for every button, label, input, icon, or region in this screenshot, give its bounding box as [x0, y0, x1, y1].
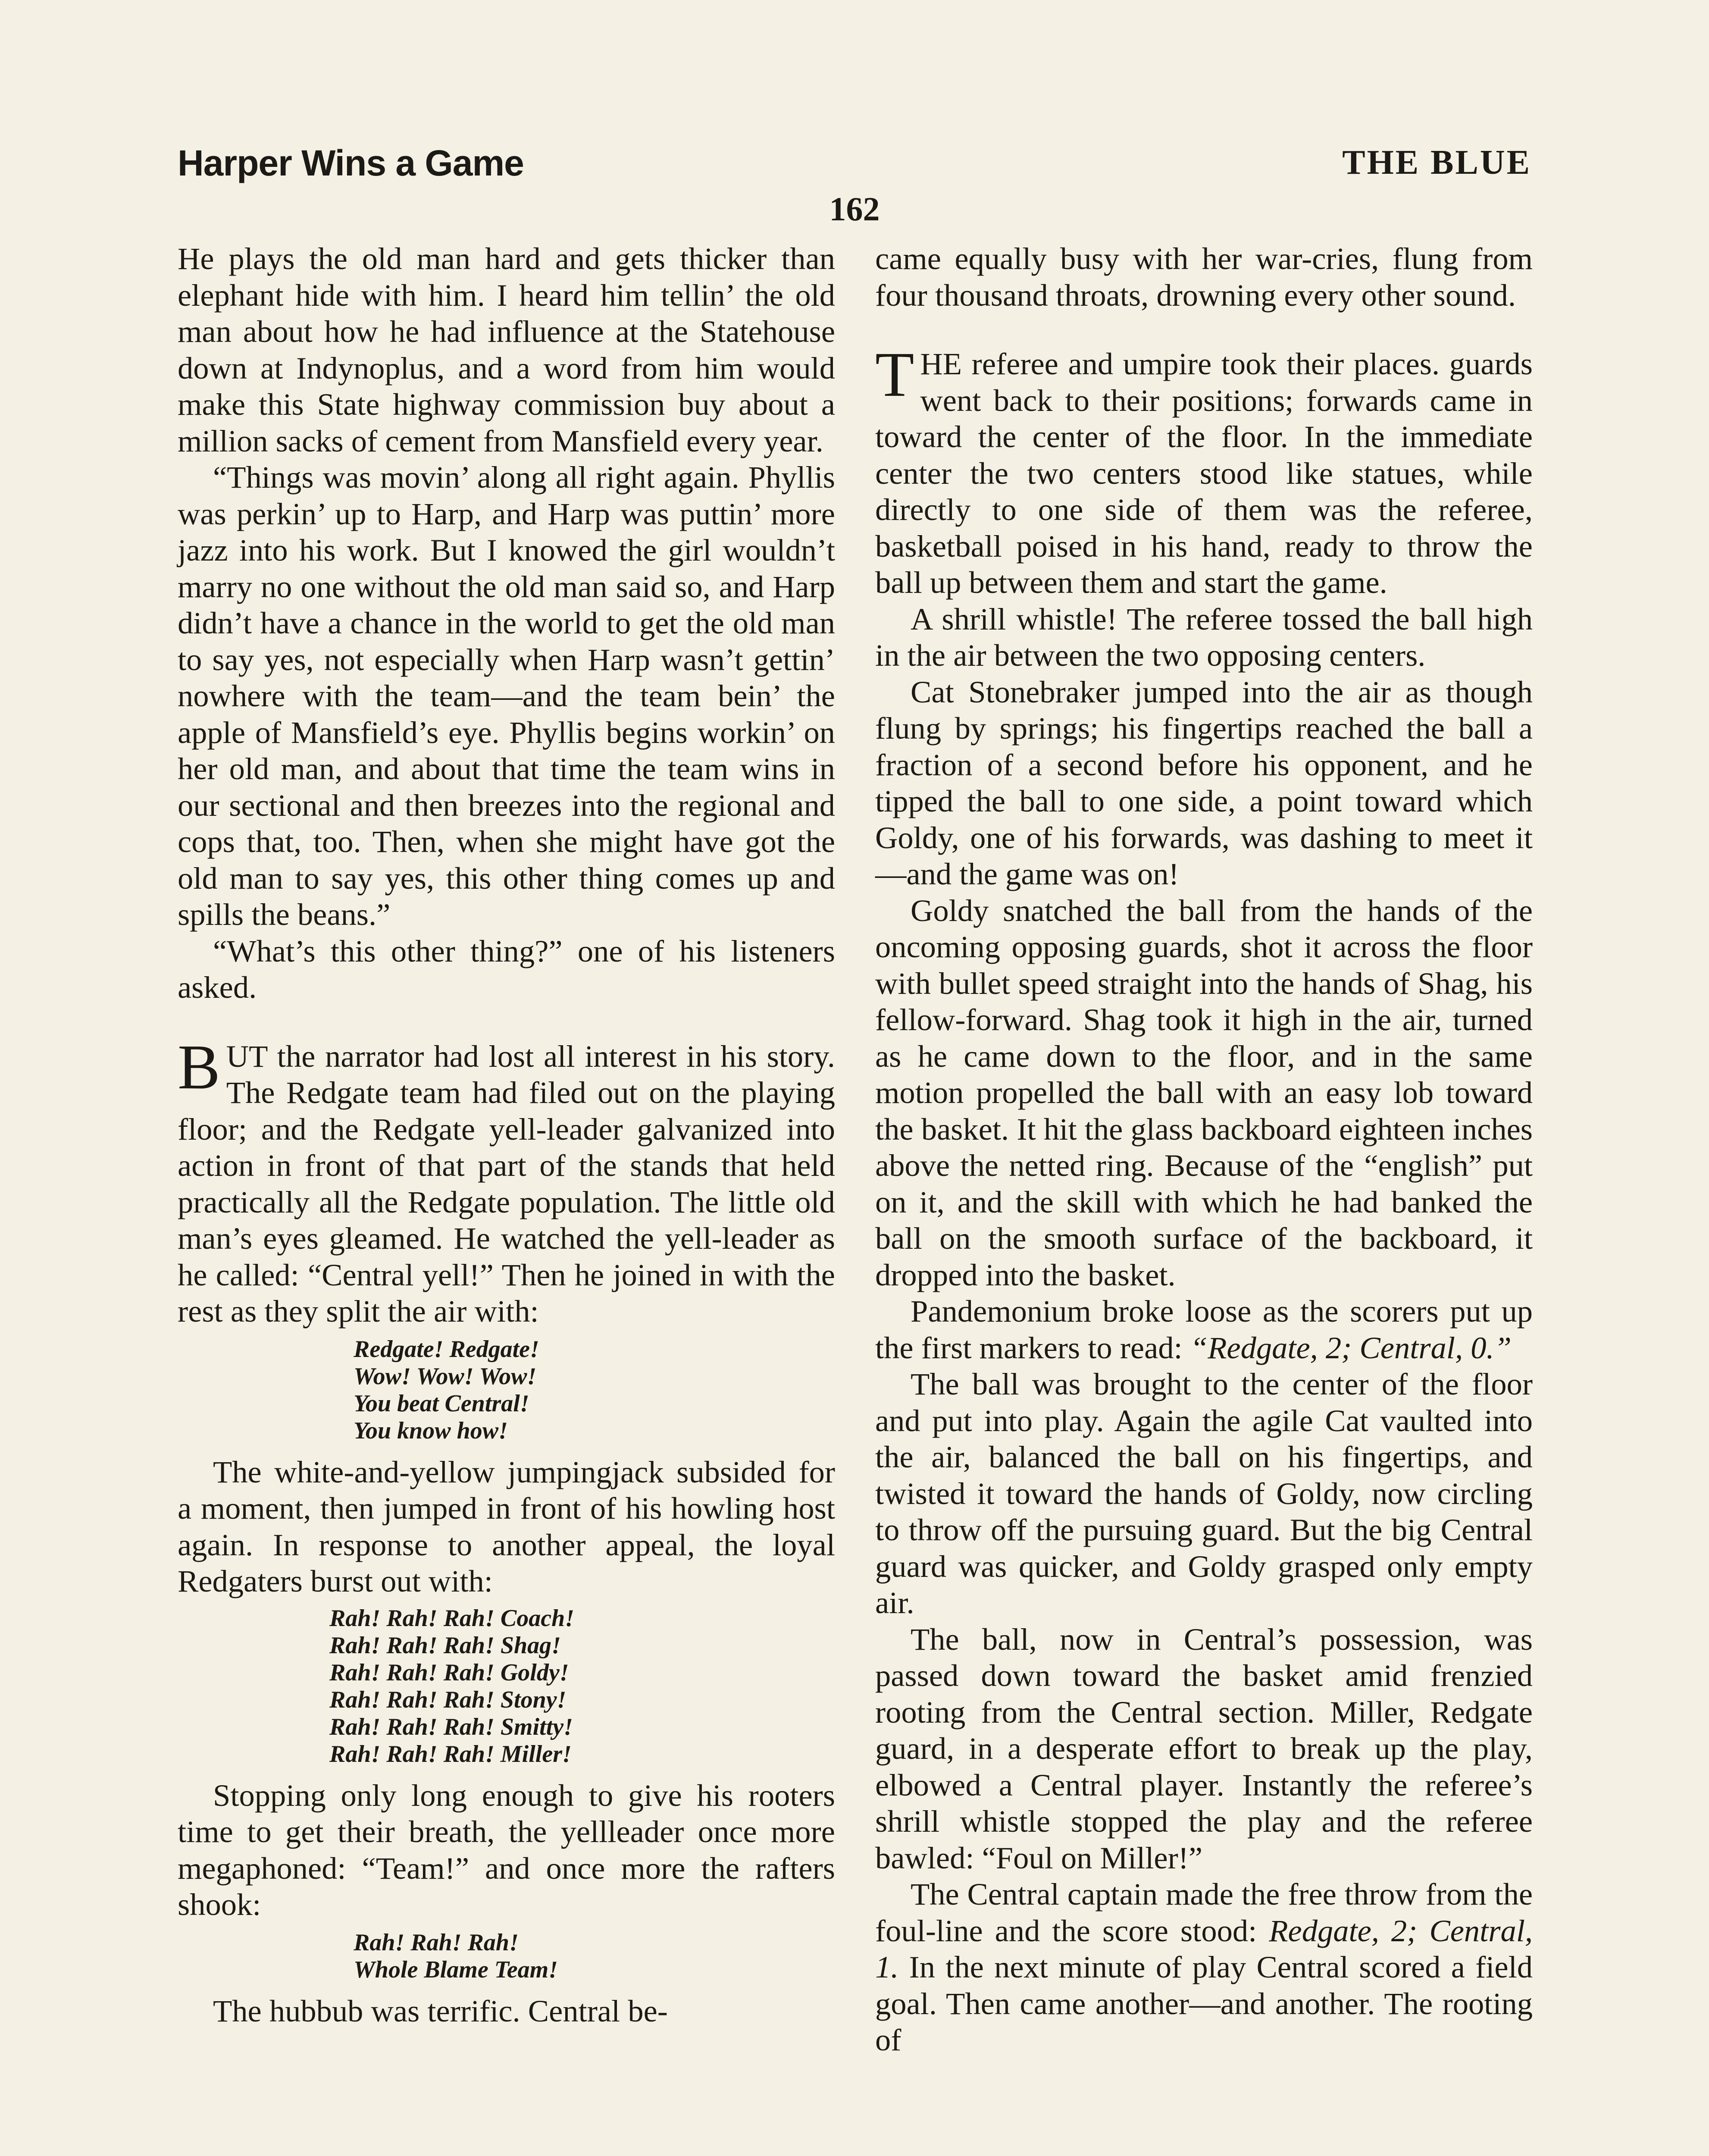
yell-line: Rah! Rah! Rah! Coach! [329, 1604, 575, 1632]
paragraph [875, 1876, 1533, 2059]
yell-verse [178, 1929, 835, 1984]
page-number: 162 [829, 190, 880, 228]
yell-line: Redgate! Redgate! [354, 1335, 539, 1363]
paragraph: Goldy snatched the ball from the hands of the oncoming opposing guards, shot it across the floor with bullet speed straight into the hands of Shag, his fellow-forward. Shag took it high in the air, turned as he came down to the floor, and in the same motion propelled the ball with an easy lob toward the basket. It hit the glass backboard eighteen inches above the netted ring. Because of the “english” put on it, and the skill with which he had banked the ball on the smooth surface of the backboard, it dropped into the basket. [875, 893, 1533, 1292]
paragraph: “Things was movin’ along all right again. Phyllis was perkin’ up to Harp, and Harp was puttin’ more jazz into his work. But I knowed the girl wouldn’t marry no one without the old man said so, and Harp didn’t have a chance in the world to get the old man to say yes, not especially when Harp wasn’t gettin’ nowhere with the team—and the team bein’ the apple of Mansfield’s eye. Phyllis begins workin’ on her old man, and about that time the team wins in our sectional and then breezes into the regional and cops that, too. Then, when she might have got the old man to say yes, this other thing comes up and spills the beans.” [178, 460, 835, 932]
yell-verse [178, 1336, 835, 1445]
paragraph [875, 1293, 1533, 1366]
paragraph: came equally busy with her war-cries, flung from four thousand throats, drowning every other sound. [875, 241, 1533, 313]
yell-line: You beat Central! [354, 1390, 529, 1417]
yell-line: Whole Blame Team! [354, 1956, 558, 1983]
paragraph-text: UT the narrator had lost all interest in his story. The Redgate team had filed out on the playing floor; and the Redgate yell-leader galvanized into action in front of that part of the stands that held practically all the Redgate population. The little old man’s eyes gleamed. He watched the yell-leader as he called: “Central yell!” Then he joined in with the rest as they split the air with: [178, 1038, 835, 1329]
paragraph-text: The Central captain made the free throw from the foul-line and the score stood: [875, 1877, 1533, 1948]
section-paragraph [875, 339, 1533, 601]
right-column [875, 241, 1533, 2059]
paragraph: The ball was brought to the center of the floor and put into play. Again the agile Cat vaulted into the air, balanced the ball on his fingertips, and twisted it toward the hands of Goldy, now circling to throw off the pursuing guard. But the big Central guard was quicker, and Goldy grasped only empty air. [875, 1366, 1533, 1620]
section-paragraph [178, 1031, 835, 1330]
paragraph: Stopping only long enough to give his rooters time to get their breath, the yellleader once more megaphoned: “Team!” and once more the rafters shook: [178, 1777, 835, 1922]
paragraph-text: In the next minute of play Central scored a field goal. Then came another—and another. The rooting of [875, 1949, 1533, 2057]
yell-line: You know how! [354, 1417, 508, 1444]
paragraph: The hubbub was terrific. Central be- [213, 1993, 668, 2028]
paragraph: Cat Stonebraker jumped into the air as though flung by springs; his fingertips reached the ball a fraction of a second before his opponent, and he tipped the ball to one side, a point toward which Goldy, one of his forwards, was dashing to meet it—and the game was on! [875, 674, 1533, 891]
yell-line: Rah! Rah! Rah! Stony! [329, 1686, 567, 1713]
yell-line: Rah! Rah! Rah! Goldy! [329, 1659, 569, 1686]
yell-line: Wow! Wow! Wow! [354, 1363, 537, 1390]
paragraph: “What’s this other thing?” one of his listeners asked. [178, 933, 835, 1005]
drop-cap: B [178, 1031, 220, 1103]
paragraph-text: HE referee and umpire took their places. guards went back to their positions; forwards came in toward the center of the floor. In the immediate center the two centers stood like statues, while directly to one side of them was the referee, basketball poised in his hand, ready to throw the ball up between them and start the game. [875, 346, 1533, 600]
paragraph: The ball, now in Central’s possession, was passed down toward the basket amid frenzied rooting from the Central section. Miller, Redgate guard, in a desperate effort to break up the play, elbowed a Central player. Instantly the referee’s shrill whistle stopped the play and the referee bawled: “Foul on Miller!” [875, 1621, 1533, 1875]
score-text: “Redgate, 2; Central, 0.” [1190, 1330, 1512, 1365]
yell-line: Rah! Rah! Rah! Smitty! [329, 1713, 573, 1740]
drop-cap: T [875, 339, 914, 410]
magazine-name: THE BLUE [1342, 144, 1531, 182]
story-title: Harper Wins a Game [178, 143, 524, 183]
yell-line: Rah! Rah! Rah! [354, 1929, 519, 1956]
paragraph-text: Pandemonium broke loose as the scorers put up the first markers to read: [875, 1294, 1533, 1365]
yell-line: Rah! Rah! Rah! Miller! [329, 1740, 572, 1767]
yell-line: Rah! Rah! Rah! Shag! [329, 1632, 561, 1659]
yell-verse [178, 1605, 835, 1768]
paragraph: The white-and-yellow jumpingjack subsided for a moment, then jumped in front of his howling host again. In response to another appeal, the loyal Redgaters burst out with: [178, 1454, 835, 1598]
paragraph: A shrill whistle! The referee tossed the ball high in the air between the two opposing centers. [875, 601, 1533, 673]
paragraph: He plays the old man hard and gets thicker than elephant hide with him. I heard him tellin’ the old man about how he had influence at the Statehouse down at Indynoplus, and a word from him would make this State highway commission buy about a million sacks of cement from Mansfield every year. [178, 241, 835, 458]
left-column [178, 241, 835, 2029]
score-text: Redgate, 2; Central, 1. [875, 1913, 1533, 1984]
